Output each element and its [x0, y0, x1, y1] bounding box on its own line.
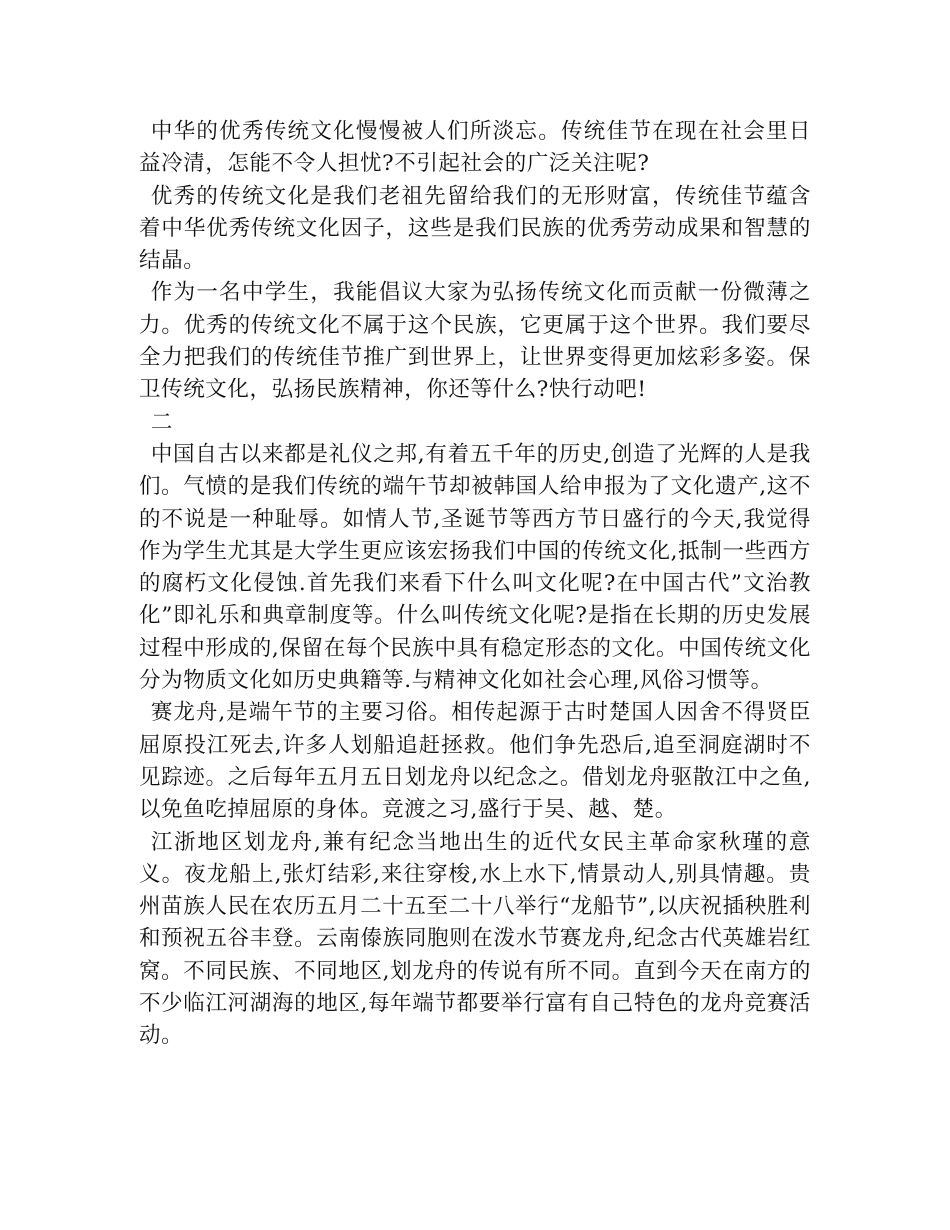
- section-heading-two: 二: [150, 409, 173, 435]
- paragraph-5: 赛龙舟,是端午节的主要习俗。相传起源于古时楚国人因舍不得贤臣屈原投江死去,许多人划船追赶拯救。他们争先恐后,追至洞庭湖时不见踪迹。之后每年五月五日划龙舟以纪念之。借划龙舟驱散江中之鱼,以免鱼吃掉屈原的身体。竞渡之习,盛行于吴、越、楚。: [139, 700, 811, 823]
- paragraph-4: 中国自古以来都是礼仪之邦,有着五千年的历史,创造了光辉的人是我们。气愤的是我们传统的端午节却被韩国人给申报为了文化遗产,这不的不说是一种耻辱。如情人节,圣诞节等西方节日盛行的今天,我觉得作为学生尤其是大学生更应该宏扬我们中国的传统文化,抵制一些西方的腐朽文化侵蚀.首先我们来看下什么叫文化呢?在中国古代”文治教化”即礼乐和典章制度等。什么叫传统文化呢?是指在长期的历史发展过程中形成的,保留在每个民族中具有稳定形态的文化。中国传统文化分为物质文化如历史典籍等.与精神文化如社会心理,风俗习惯等。: [139, 441, 811, 694]
- paragraph-2: 优秀的传统文化是我们老祖先留给我们的无形财富，传统佳节蕴含着中华优秀传统文化因子，这些是我们民族的优秀劳动成果和智慧的结晶。: [139, 183, 811, 274]
- paragraph-6: 江浙地区划龙舟,兼有纪念当地出生的近代女民主革命家秋瑾的意义。夜龙船上,张灯结彩,来往穿梭,水上水下,情景动人,别具情趣。贵州苗族人民在农历五月二十五至二十八举行“龙船节”,以庆祝插秧胜利和预祝五谷丰登。云南傣族同胞则在泼水节赛龙舟,纪念古代英雄岩红窝。不同民族、不同地区,划龙舟的传说有所不同。直到今天在南方的不少临江河湖海的地区,每年端节都要举行富有自己特色的龙舟竞赛活动。: [139, 829, 811, 1049]
- paragraph-3: 作为一名中学生，我能倡议大家为弘扬传统文化而贡献一份微薄之力。优秀的传统文化不属于这个民族，它更属于这个世界。我们要尽全力把我们的传统佳节推广到世界上，让世界变得更加炫彩多姿。保卫传统文化，弘扬民族精神，你还等什么?快行动吧!: [139, 280, 811, 403]
- paragraph-1: 中华的优秀传统文化慢慢被人们所淡忘。传统佳节在现在社会里日益冷清，怎能不令人担忧?不引起社会的广泛关注呢?: [139, 119, 811, 177]
- document-body: [139, 116, 811, 1053]
